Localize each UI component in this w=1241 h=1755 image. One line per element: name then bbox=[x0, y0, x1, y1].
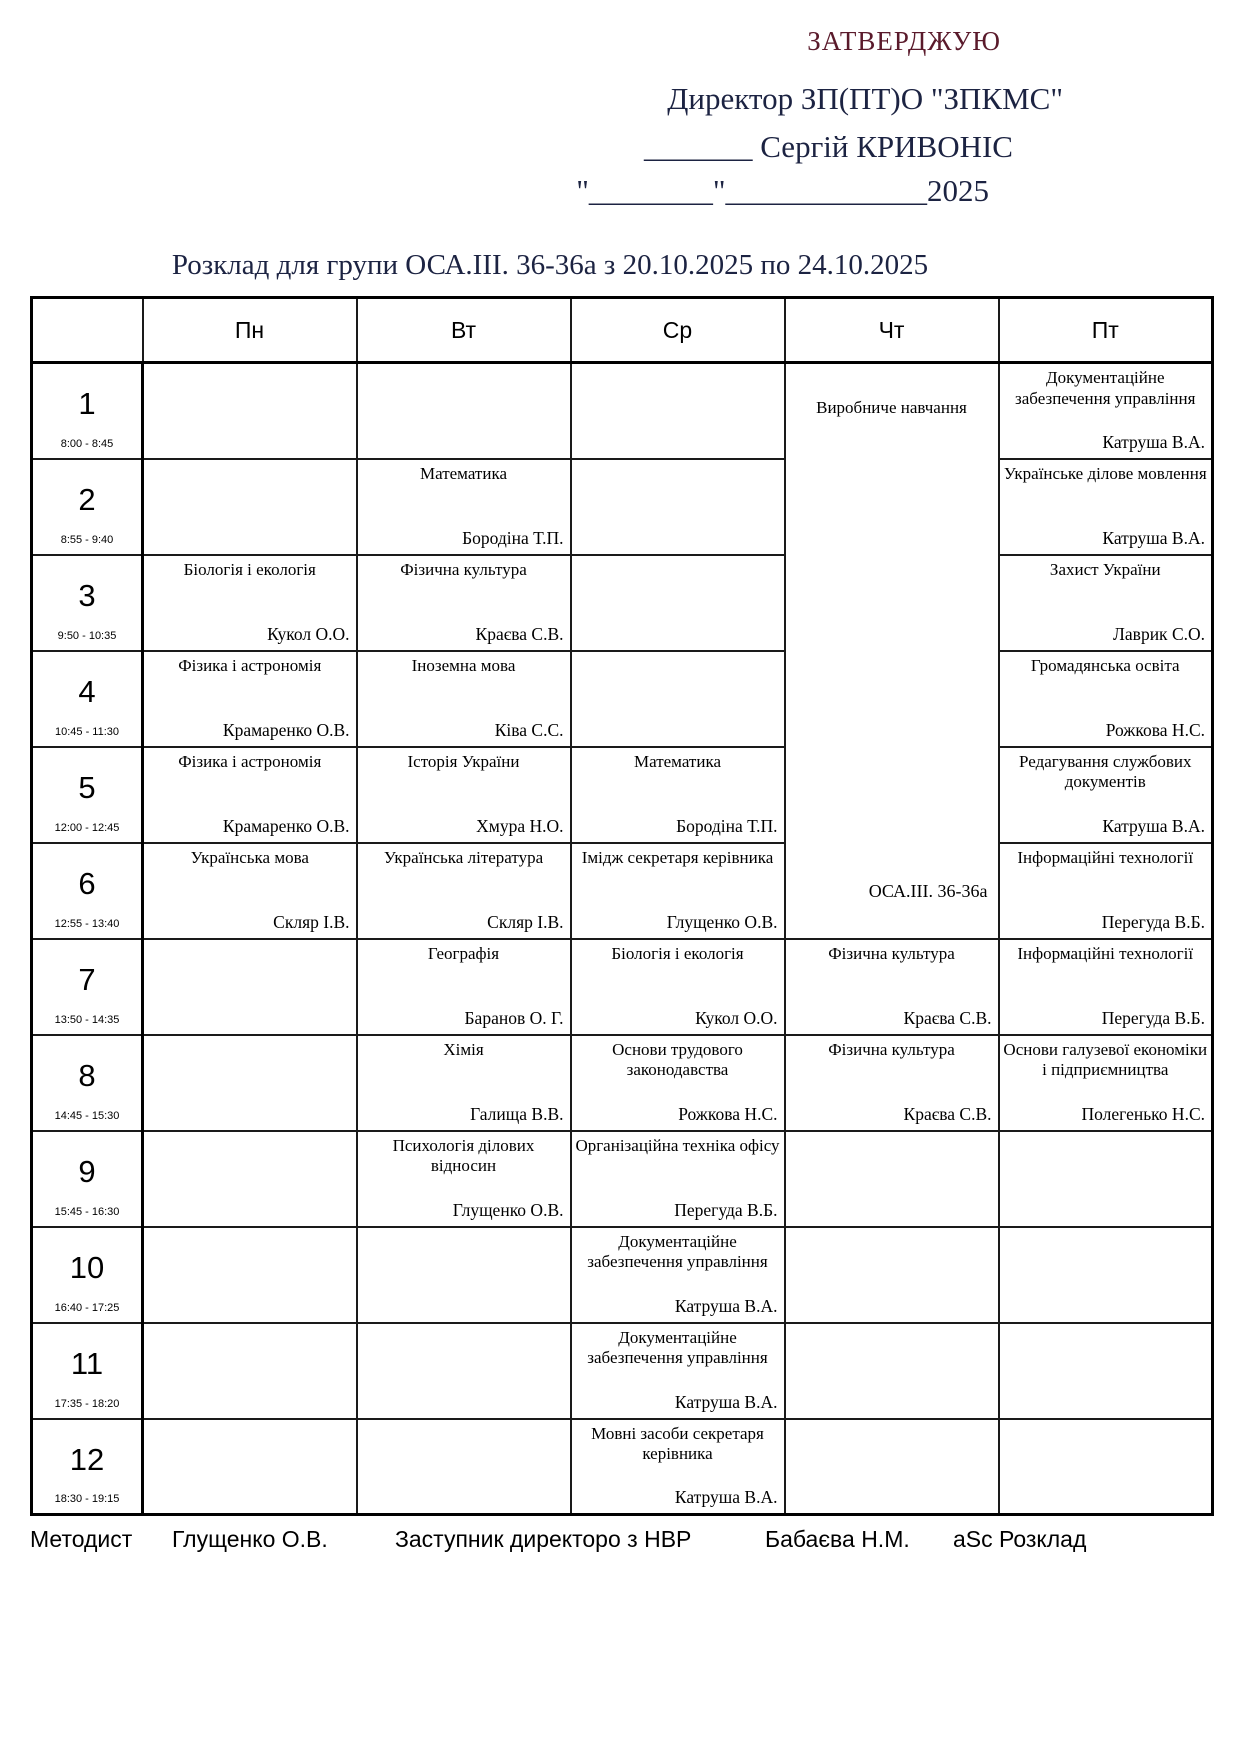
period-number: 4 bbox=[78, 673, 96, 709]
lesson-cell bbox=[357, 651, 571, 747]
director-signature-line: _______ Сергій КРИВОНІС bbox=[644, 129, 1013, 164]
period-number: 9 bbox=[78, 1153, 96, 1189]
teacher-name: Краєва С.В. bbox=[903, 1007, 992, 1028]
period-number: 5 bbox=[78, 769, 96, 805]
lesson-cell bbox=[999, 939, 1213, 1035]
period-cell bbox=[32, 1227, 143, 1323]
period-row-10 bbox=[32, 1227, 1213, 1323]
empty-lesson-cell bbox=[999, 1419, 1213, 1515]
period-time: 14:45 - 15:30 bbox=[54, 1109, 120, 1122]
subject-name: Біологія і екологія bbox=[183, 559, 316, 579]
page-title: Розклад для групи ОСА.ІІІ. 36-36а з 20.10.2025 по 24.10.2025 bbox=[171, 249, 929, 281]
period-row-3 bbox=[32, 555, 1213, 651]
teacher-name: Перегуда В.Б. bbox=[1101, 1007, 1205, 1028]
day-header-row bbox=[32, 298, 1213, 363]
subject-name: Географія bbox=[427, 943, 500, 963]
footer-asc-brand: aSc Розклад bbox=[953, 1526, 1087, 1552]
subject-name: Фізика і астрономія bbox=[178, 655, 322, 675]
lesson-cell bbox=[143, 747, 357, 843]
period-row-8 bbox=[32, 1035, 1213, 1131]
lesson-cell bbox=[571, 747, 785, 843]
period-time: 18:30 - 19:15 bbox=[54, 1493, 120, 1505]
teacher-name: Полегенько Н.С. bbox=[1081, 1103, 1205, 1124]
period-row-5 bbox=[32, 747, 1213, 843]
subject-name: Українське ділове мовлення bbox=[1003, 463, 1207, 483]
empty-lesson-cell bbox=[357, 1419, 571, 1515]
approval-date-line: "________"_____________2025 bbox=[576, 173, 989, 208]
lesson-cell bbox=[357, 843, 571, 939]
teacher-name: Краєва С.В. bbox=[475, 623, 564, 644]
empty-lesson-cell bbox=[571, 555, 785, 651]
period-number: 8 bbox=[78, 1057, 96, 1093]
lesson-cell bbox=[785, 939, 999, 1035]
period-row-4 bbox=[32, 651, 1213, 747]
footer-methodist-label: Методист bbox=[30, 1526, 133, 1552]
period-cell bbox=[32, 651, 143, 747]
empty-lesson-cell bbox=[143, 1131, 357, 1227]
period-time: 8:55 - 9:40 bbox=[60, 533, 114, 546]
teacher-name: Хмура Н.О. bbox=[476, 815, 564, 836]
day-header-wed: Ср bbox=[571, 298, 785, 363]
teacher-name: Галища В.В. bbox=[470, 1103, 564, 1124]
subject-name: Інформаційні технології bbox=[1017, 847, 1194, 867]
empty-lesson-cell bbox=[143, 1323, 357, 1419]
teacher-name: Рожкова Н.С. bbox=[678, 1103, 778, 1124]
day-header-fri: Пт bbox=[999, 298, 1213, 363]
teacher-name: Глущенко О.В. bbox=[452, 1199, 564, 1220]
subject-name: Мовні засоби секретаря керівника bbox=[591, 1423, 764, 1464]
lesson-cell bbox=[571, 843, 785, 939]
day-header-thu: Чт bbox=[785, 298, 999, 363]
empty-lesson-cell bbox=[785, 1227, 999, 1323]
empty-lesson-cell bbox=[357, 1323, 571, 1419]
subject-name: Фізична культура bbox=[828, 1039, 955, 1059]
period-number: 1 bbox=[78, 386, 96, 421]
teacher-name: Катруша В.А. bbox=[1102, 815, 1205, 836]
empty-lesson-cell bbox=[785, 1419, 999, 1515]
footer-methodist-name: Глущенко О.В. bbox=[172, 1526, 328, 1552]
teacher-name: Бородіна Т.П. bbox=[676, 815, 778, 836]
teacher-name: Бородіна Т.П. bbox=[462, 527, 564, 548]
lesson-cell bbox=[571, 1035, 785, 1131]
subject-name: Виробниче навчання bbox=[816, 398, 967, 417]
subject-name: Документаційне забезпечення управління bbox=[1015, 368, 1196, 408]
teacher-name: Катруша В.А. bbox=[674, 1487, 778, 1507]
period-cell bbox=[32, 1131, 143, 1227]
empty-lesson-cell bbox=[143, 459, 357, 555]
lesson-cell bbox=[571, 1419, 785, 1515]
period-row-12 bbox=[32, 1419, 1213, 1515]
period-time: 12:55 - 13:40 bbox=[54, 917, 120, 930]
lesson-cell bbox=[357, 555, 571, 651]
empty-lesson-cell bbox=[357, 1227, 571, 1323]
empty-lesson-cell bbox=[785, 1323, 999, 1419]
lesson-cell bbox=[357, 1035, 571, 1131]
footer bbox=[0, 1526, 1241, 1566]
lesson-cell bbox=[571, 1131, 785, 1227]
teacher-name: Ківа С.С. bbox=[494, 719, 564, 740]
lesson-cell bbox=[143, 651, 357, 747]
teacher-name: Скляр І.В. bbox=[487, 911, 564, 932]
period-number: 6 bbox=[78, 865, 96, 901]
lesson-cell bbox=[357, 939, 571, 1035]
lesson-cell bbox=[999, 843, 1213, 939]
period-number: 2 bbox=[78, 481, 96, 517]
empty-lesson-cell bbox=[571, 363, 785, 459]
lesson-cell bbox=[785, 1035, 999, 1131]
period-number: 3 bbox=[78, 577, 96, 613]
period-time: 12:00 - 12:45 bbox=[54, 821, 120, 834]
subject-name: Українська література bbox=[383, 847, 544, 867]
period-time: 13:50 - 14:35 bbox=[54, 1013, 120, 1026]
period-row-11 bbox=[32, 1323, 1213, 1419]
teacher-name: Глущенко О.В. bbox=[666, 911, 778, 932]
footer-deputy-label: Заступник директоро з НВР bbox=[395, 1526, 692, 1552]
period-cell bbox=[32, 939, 143, 1035]
director-title: Директор ЗП(ПТ)О "ЗПКМС" bbox=[667, 81, 1063, 116]
lesson-cell bbox=[999, 363, 1213, 459]
period-cell bbox=[32, 363, 143, 459]
empty-lesson-cell bbox=[571, 651, 785, 747]
schedule-table bbox=[30, 296, 1214, 1516]
teacher-name: Катруша В.А. bbox=[1102, 527, 1205, 548]
empty-lesson-cell bbox=[571, 459, 785, 555]
period-cell bbox=[32, 555, 143, 651]
teacher-name: Кукол О.О. bbox=[695, 1007, 778, 1028]
period-time: 10:45 - 11:30 bbox=[54, 725, 119, 738]
day-header-mon: Пн bbox=[143, 298, 357, 363]
lesson-cell bbox=[143, 555, 357, 651]
period-row-2 bbox=[32, 459, 1213, 555]
period-row-1 bbox=[32, 363, 1213, 459]
subject-name: Хімія bbox=[443, 1039, 484, 1059]
teacher-name: Скляр І.В. bbox=[273, 911, 350, 932]
subject-name: Громадянська освіта bbox=[1030, 655, 1180, 675]
period-time: 8:00 - 8:45 bbox=[60, 437, 114, 450]
period-time: 9:50 - 10:35 bbox=[57, 629, 117, 642]
period-time: 15:45 - 16:30 bbox=[54, 1205, 120, 1218]
period-number: 11 bbox=[70, 1345, 104, 1381]
lesson-cell bbox=[999, 747, 1213, 843]
subject-name: Фізична культура bbox=[828, 943, 955, 963]
subject-name: Документаційне забезпечення управління bbox=[587, 1231, 768, 1272]
lesson-cell bbox=[571, 1227, 785, 1323]
empty-lesson-cell bbox=[143, 1227, 357, 1323]
empty-lesson-cell bbox=[143, 1035, 357, 1131]
period-row-9 bbox=[32, 1131, 1213, 1227]
empty-lesson-cell bbox=[143, 1419, 357, 1515]
subject-name: Захист України bbox=[1049, 559, 1161, 579]
teacher-name: Крамаренко О.В. bbox=[222, 719, 350, 740]
teacher-name: Краєва С.В. bbox=[903, 1103, 992, 1124]
subject-name: Основи трудового законодавства bbox=[612, 1039, 743, 1080]
empty-lesson-cell bbox=[143, 939, 357, 1035]
subject-name: Українська мова bbox=[190, 847, 309, 867]
corner-cell bbox=[32, 298, 143, 363]
teacher-name: Рожкова Н.С. bbox=[1105, 719, 1205, 740]
lesson-cell bbox=[357, 459, 571, 555]
subject-name: Математика bbox=[633, 751, 722, 771]
lesson-cell bbox=[571, 939, 785, 1035]
lesson-cell bbox=[357, 1131, 571, 1227]
teacher-name: Баранов О. Г. bbox=[464, 1007, 564, 1028]
teacher-name: Перегуда В.Б. bbox=[674, 1199, 778, 1220]
empty-lesson-cell bbox=[357, 363, 571, 459]
subject-name: Редагування службових документів bbox=[1019, 751, 1192, 792]
period-cell bbox=[32, 1419, 143, 1515]
teacher-name: Кукол О.О. bbox=[267, 623, 350, 644]
empty-lesson-cell bbox=[785, 1131, 999, 1227]
subject-name: Психологія ділових відносин bbox=[392, 1135, 535, 1176]
teacher-name: Перегуда В.Б. bbox=[1101, 911, 1205, 932]
subject-name: Імідж секретаря керівника bbox=[581, 847, 774, 867]
lesson-cell bbox=[571, 1323, 785, 1419]
approval-block bbox=[0, 0, 1241, 209]
lesson-cell bbox=[143, 843, 357, 939]
merged-lesson-cell bbox=[785, 363, 999, 939]
period-cell bbox=[32, 1323, 143, 1419]
period-number: 7 bbox=[78, 961, 96, 997]
lesson-cell bbox=[999, 459, 1213, 555]
teacher-name: Катруша В.А. bbox=[674, 1391, 778, 1412]
subject-name: Організаційна техніка офісу bbox=[575, 1135, 780, 1155]
period-number: 12 bbox=[69, 1441, 105, 1477]
subject-name: Іноземна мова bbox=[411, 655, 516, 675]
subject-name: Основи галузевої економіки і підприємництва bbox=[1003, 1039, 1208, 1080]
subject-name: Документаційне забезпечення управління bbox=[587, 1327, 768, 1368]
empty-lesson-cell bbox=[999, 1227, 1213, 1323]
subject-name: Історія України bbox=[407, 751, 520, 771]
teacher-name: Катруша В.А. bbox=[674, 1295, 778, 1316]
period-time: 17:35 - 18:20 bbox=[54, 1397, 120, 1410]
teacher-name: Катруша В.А. bbox=[1102, 431, 1205, 452]
lesson-cell bbox=[999, 1035, 1213, 1131]
lesson-cell bbox=[357, 747, 571, 843]
period-cell bbox=[32, 459, 143, 555]
empty-lesson-cell bbox=[999, 1323, 1213, 1419]
empty-lesson-cell bbox=[999, 1131, 1213, 1227]
approval-stamp: ЗАТВЕРДЖУЮ bbox=[807, 26, 1001, 56]
period-number: 10 bbox=[69, 1249, 105, 1285]
teacher-name: Крамаренко О.В. bbox=[222, 815, 350, 836]
empty-lesson-cell bbox=[143, 363, 357, 459]
footer-deputy-name: Бабаєва Н.М. bbox=[765, 1526, 910, 1552]
period-cell bbox=[32, 747, 143, 843]
period-time: 16:40 - 17:25 bbox=[54, 1301, 120, 1314]
lesson-cell bbox=[999, 555, 1213, 651]
period-cell bbox=[32, 843, 143, 939]
subject-name: Фізика і астрономія bbox=[178, 751, 322, 771]
subject-name: Фізична культура bbox=[400, 559, 527, 579]
period-row-7 bbox=[32, 939, 1213, 1035]
subject-name: Математика bbox=[419, 463, 508, 483]
group-label: ОСА.ІІІ. 36-36а bbox=[868, 880, 988, 901]
teacher-name: Лаврик С.О. bbox=[1113, 623, 1205, 644]
subject-name: Біологія і екологія bbox=[611, 943, 744, 963]
period-cell bbox=[32, 1035, 143, 1131]
subject-name: Інформаційні технології bbox=[1017, 943, 1194, 963]
lesson-cell bbox=[999, 651, 1213, 747]
period-row-6 bbox=[32, 843, 1213, 939]
day-header-tue: Вт bbox=[357, 298, 571, 363]
